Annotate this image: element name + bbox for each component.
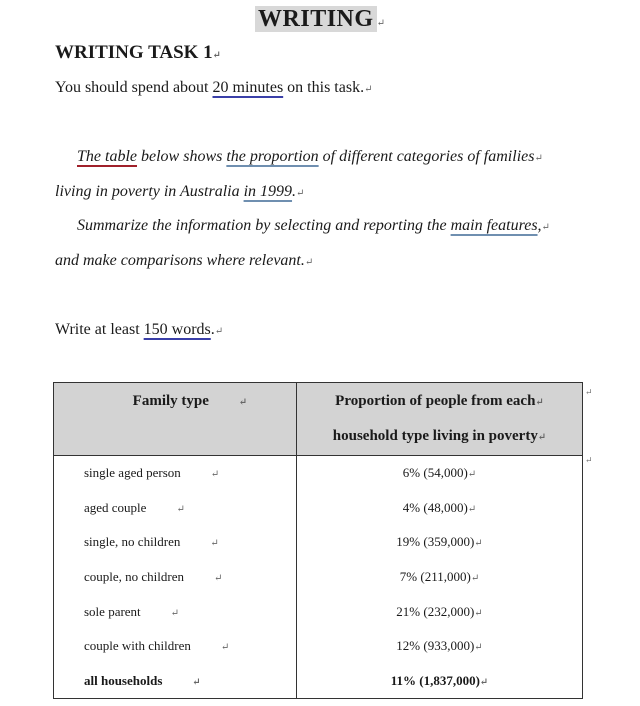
proportion-header: Proportion of people from each↵ household type living in poverty↵ <box>297 383 583 456</box>
proportion-cell: 19% (359,000) <box>396 534 475 550</box>
family-type-cell: sole parent <box>84 603 141 619</box>
family-type-cell: couple, no children <box>84 569 184 585</box>
family-type-cell: couple with children <box>84 638 191 654</box>
word-requirement: Write at least 150 words.↵ <box>55 321 224 338</box>
year-highlight: in 1999 <box>243 183 293 200</box>
table-row: sole parent ↵ 21% (232,000)↵ <box>54 594 583 629</box>
the-table-highlight: The table <box>77 148 137 165</box>
proportion-highlight: the proportion <box>226 148 319 165</box>
time-highlight: 20 minutes <box>212 79 284 96</box>
proportion-cell: 12% (933,000) <box>396 638 475 654</box>
family-type-cell: single, no children <box>84 534 181 550</box>
prompt-line-1: The table below shows the proportion of different categories of families↵ <box>77 148 543 165</box>
table-header-row <box>54 383 583 456</box>
word-count-highlight: 150 words <box>143 321 211 338</box>
task-title: WRITING TASK 1↵ <box>55 42 222 63</box>
prompt-line-4: and make comparisons where relevant.↵ <box>55 252 314 269</box>
table-row: single, no children ↵ 19% (359,000)↵ <box>54 525 583 560</box>
family-type-cell: aged couple <box>84 499 147 515</box>
proportion-cell: 21% (232,000) <box>396 603 475 619</box>
proportion-cell: 7% (211,000) <box>399 569 471 585</box>
table-row: single aged person ↵ 6% (54,000)↵ <box>54 456 583 491</box>
family-type-cell: single aged person <box>84 465 181 481</box>
table-row-total: all households ↵ 11% (1,837,000)↵ <box>54 664 583 699</box>
proportion-cell: 11% (1,837,000) <box>390 672 480 688</box>
page-heading: WRITING ↵ <box>0 6 640 33</box>
family-type-cell: all households <box>84 672 163 688</box>
table-end-mark: ↵ <box>585 387 593 397</box>
table-row: couple with children ↵ 12% (933,000)↵ <box>54 629 583 664</box>
poverty-table <box>53 382 583 699</box>
proportion-cell: 4% (48,000) <box>402 499 468 515</box>
proportion-cell: 6% (54,000) <box>402 465 468 481</box>
table-end-mark: ↵ <box>585 455 593 465</box>
table-row: aged couple ↵ 4% (48,000)↵ <box>54 491 583 526</box>
prompt-line-2: living in poverty in Australia in 1999.↵ <box>55 183 305 200</box>
main-features-highlight: main features <box>450 217 538 234</box>
family-type-header: Family type ↵ <box>54 383 297 456</box>
prompt-line-3: Summarize the information by selecting and reporting the main features,↵ <box>77 217 550 234</box>
table-row: couple, no children ↵ 7% (211,000)↵ <box>54 560 583 595</box>
time-instruction: You should spend about 20 minutes on this task.↵ <box>55 79 373 96</box>
